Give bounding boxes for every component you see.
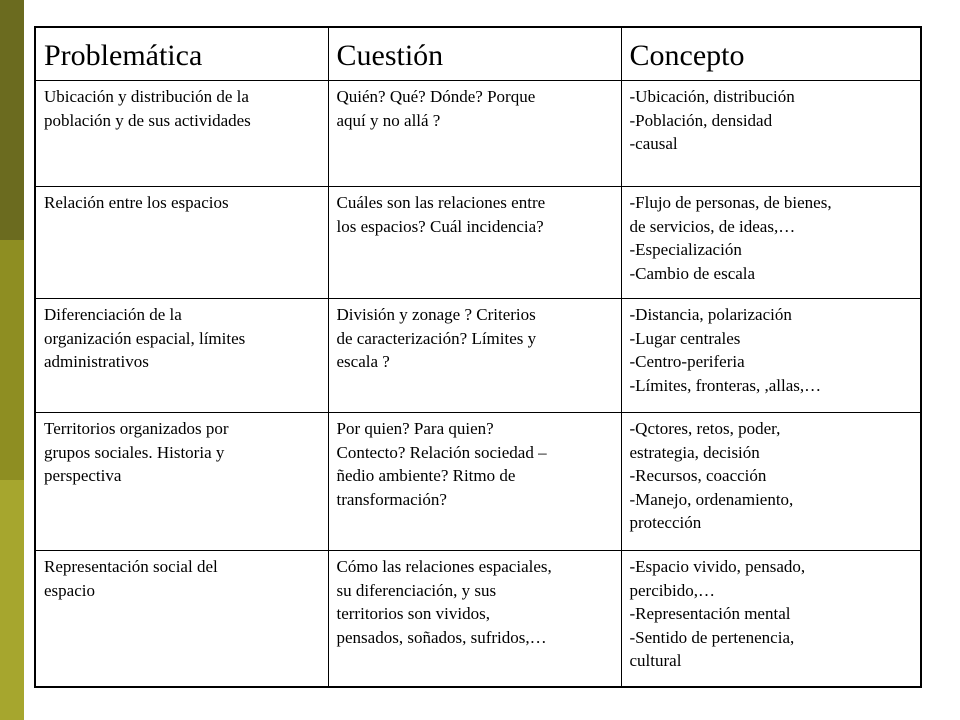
cell-line: -Qctores, retos, poder, [629,419,781,438]
cell-line: -Sentido de pertenencia, [629,627,795,647]
cell-line: Diferenciación de la [44,305,182,324]
header-concepto: Concepto [621,27,921,81]
cell-line: -Población, densidad [629,110,773,130]
cell-line: -Representación mental [629,604,791,623]
table-row [35,299,921,413]
side-accent-bar-top [0,0,24,240]
cell-line: -Espacio vivido, pensado, [629,557,806,576]
cell-line: -Centro-periferia [629,352,745,371]
cell-line: Cuáles son las relaciones entre [336,193,546,212]
cell-line: perspectiva [44,466,122,485]
concept-table [34,26,922,688]
header-cuestion: Cuestión [328,27,621,81]
cell-line: -Límites, fronteras, ,allas,… [629,375,822,395]
cell-problematica [35,551,328,687]
header-row [35,27,921,81]
header-problematica: Problemática [35,27,328,81]
cell-line: territorios son vividos, [336,604,490,623]
cell-line: ñedio ambiente? Ritmo de [336,466,516,485]
cell-line: Por quien? Para quien? [336,419,494,438]
cell-line: -Manejo, ordenamiento, [629,489,794,509]
cell-line: Cómo las relaciones espaciales, [336,557,552,576]
cell-line: Contecto? Relación sociedad – [336,442,547,462]
table-row [35,187,921,299]
cell-line: -Recursos, coacción [629,466,767,485]
cell-line: su diferenciación, y sus [336,580,497,600]
cell-line: protección [629,513,702,532]
cell-line: escala ? [336,352,390,371]
cell-line: -Ubicación, distribución [629,87,795,106]
cell-line: aquí y no allá ? [336,110,441,130]
cell-line: -Flujo de personas, de bienes, [629,193,832,212]
cell-line: percibido,… [629,580,715,600]
cell-line: Representación social del [44,557,218,576]
cell-line: transformación? [336,489,447,509]
cell-line: -causal [629,134,678,153]
cell-line: los espacios? Cuál incidencia? [336,216,544,236]
cell-line: de caracterización? Límites y [336,328,537,348]
cell-line: estrategia, decisión [629,442,760,462]
cell-line: grupos sociales. Historia y [44,442,225,462]
cell-problematica [35,413,328,551]
cell-concepto [621,81,921,187]
table-row [35,81,921,187]
side-accent-bar-bottom [0,480,24,720]
cell-line: -Distancia, polarización [629,305,792,324]
cell-line: -Cambio de escala [629,263,756,283]
cell-line: administrativos [44,352,149,371]
cell-line: pensados, soñados, sufridos,… [336,627,547,647]
cell-line: Territorios organizados por [44,419,229,438]
cell-line: espacio [44,580,95,600]
cell-line: cultural [629,651,682,670]
cell-problematica [35,299,328,413]
cell-concepto [621,187,921,299]
cell-concepto [621,413,921,551]
cell-line: Quién? Qué? Dónde? Porque [336,87,536,106]
cell-line: -Lugar centrales [629,328,741,348]
cell-problematica [35,187,328,299]
cell-line: Ubicación y distribución de la [44,87,249,106]
cell-line: -Especialización [629,240,742,259]
cell-line: División y zonage ? Criterios [336,305,536,324]
table-row [35,413,921,551]
cell-concepto [621,551,921,687]
cell-concepto [621,299,921,413]
cell-cuestion [328,81,621,187]
cell-cuestion [328,551,621,687]
cell-cuestion [328,187,621,299]
table-row [35,551,921,687]
cell-problematica [35,81,328,187]
cell-line: población y de sus actividades [44,110,251,130]
cell-cuestion [328,413,621,551]
side-accent-bar-middle [0,240,24,480]
cell-cuestion [328,299,621,413]
cell-line: Relación entre los espacios [44,193,229,212]
cell-line: organización espacial, límites [44,328,246,348]
cell-line: de servicios, de ideas,… [629,216,796,236]
